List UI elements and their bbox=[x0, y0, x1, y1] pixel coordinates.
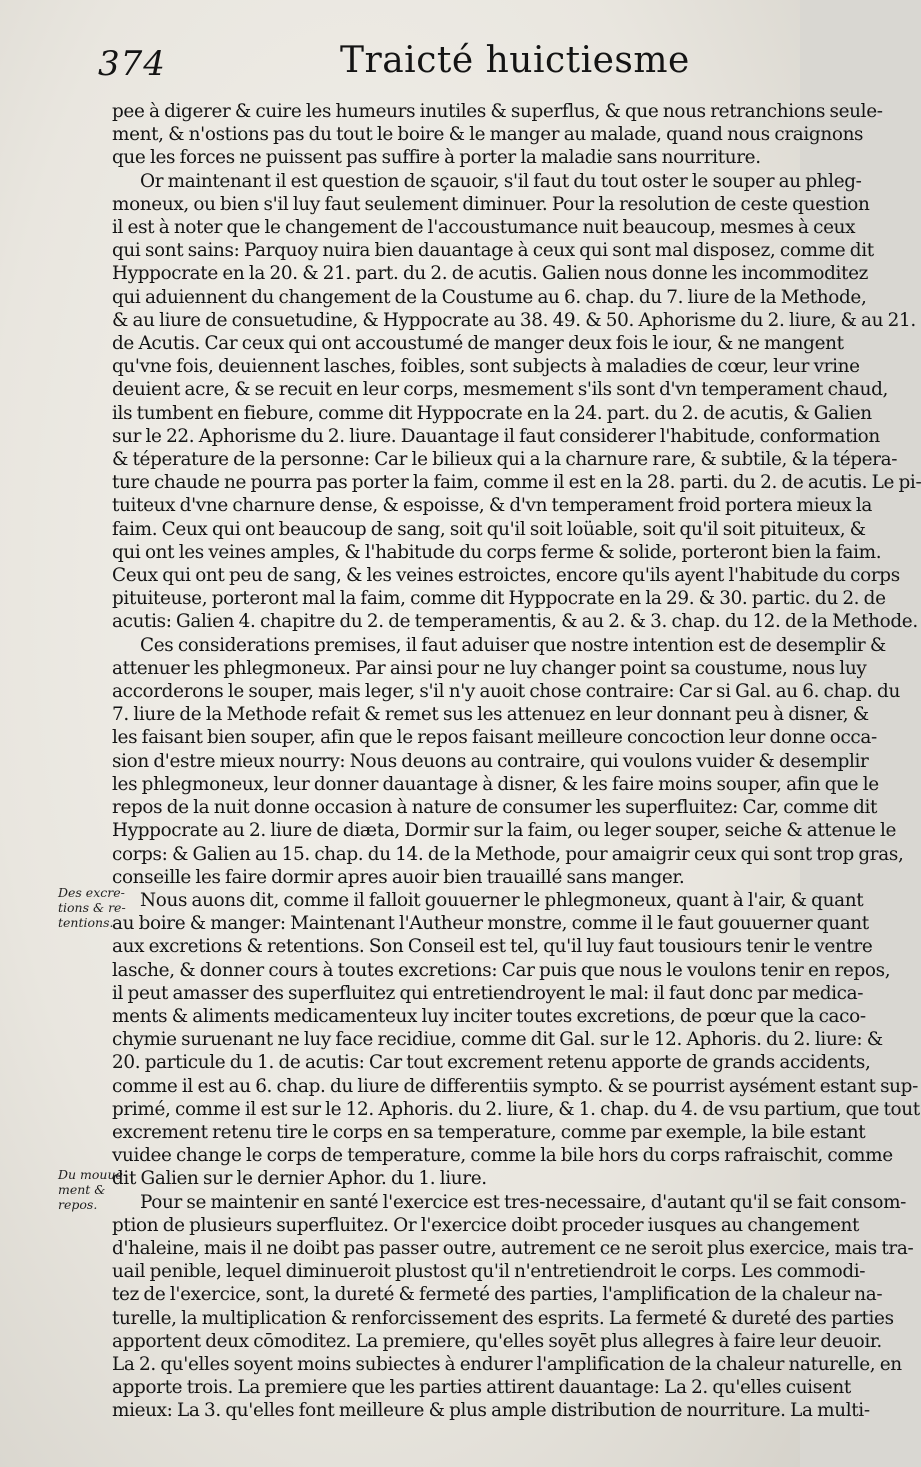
text-line: excrement retenu tire le corps en sa temperature, comme par exemple, la bile estant bbox=[112, 1121, 866, 1143]
text-line: ils tumbent en fiebure, comme dit Hyppocrate en la 24. part. du 2. de acutis, & Galien bbox=[112, 402, 872, 424]
text-line: Hyppocrate en la 20. & 21. part. du 2. de acutis. Galien nous donne les incommoditez bbox=[112, 263, 868, 285]
margin-note-line: tentions. bbox=[58, 915, 114, 930]
text-line: il est à noter que le changement de l'accoustumance nuit beaucoup, mesmes à ceux bbox=[112, 217, 856, 239]
text-line: les phlegmoneux, leur donner dauantage à disner, & les faire moins souper, afin que le bbox=[112, 773, 879, 795]
text-line: La 2. qu'elles soyent moins subiectes à endurer l'amplification de la chaleur naturelle, en bbox=[112, 1353, 902, 1375]
text-line: dit Galien sur le dernier Aphor. du 1. liure. bbox=[112, 1168, 487, 1190]
text-line: ment, & n'ostions pas du tout le boire & le manger au malade, quand nous craignons bbox=[112, 124, 864, 146]
text-line: aux excretions & retentions. Son Conseil est tel, qu'il luy faut tousiours tenir le ventre bbox=[112, 936, 873, 958]
paragraph-start-line: Pour se maintenir en santé l'exercice est tres-necessaire, d'autant qu'il se fait consom- bbox=[140, 1191, 907, 1213]
text-line: Hyppocrate au 2. liure de diæta, Dormir sur la faim, ou leger souper, seiche & attenue le bbox=[112, 820, 897, 842]
text-line: corps: & Galien au 15. chap. du 14. de la Methode, pour amaigrir ceux qui sont trop gras, bbox=[112, 843, 904, 865]
margin-note-line: repos. bbox=[58, 1197, 98, 1212]
text-line: qui ont les veines amples, & l'habitude du corps ferme & solide, porteront bien la faim. bbox=[112, 541, 882, 563]
text-line: Ceux qui ont peu de sang, & les veines estroictes, encore qu'ils ayent l'habitude du corps bbox=[112, 565, 900, 587]
text-line: accorderons le souper, mais leger, s'il n'y auoit chose contraire: Car si Gal. au 6. chap. du bbox=[112, 681, 900, 703]
text-line: tez de l'exercice, sont, la dureté & fermeté des parties, l'amplification de la chaleur na- bbox=[112, 1284, 883, 1306]
text-line: sur le 22. Aphorisme du 2. liure. Dauantage il faut considerer l'habitude, conformation bbox=[112, 425, 880, 447]
text-line: & téperature de la personne: Car le bilieux qui a la charnure rare, & subtile, & la tépera- bbox=[112, 449, 898, 471]
text-line: ments & aliments medicamenteux luy inciter toutes excretions, de pœur que la caco- bbox=[112, 1005, 866, 1027]
text-line: au boire & manger: Maintenant l'Autheur monstre, comme il le faut gouuerner quant bbox=[112, 913, 869, 935]
text-line: mieux: La 3. qu'elles font meilleure & plus ample distribution de nourriture. La multi- bbox=[112, 1400, 870, 1422]
text-line: ture chaude ne pourra pas porter la faim, comme il est en la 28. parti. du 2. de acutis. Le pi- bbox=[112, 472, 921, 494]
paragraph-start-line: Ces considerations premises, il faut aduiser que nostre intention est de desemplir & bbox=[140, 634, 886, 656]
text-line: apporte trois. La premiere que les parties attirent dauantage: La 2. qu'elles cuisent bbox=[112, 1377, 851, 1399]
text-line: vuidee change le corps de temperature, comme la bile hors du corps rafraischit, comme bbox=[112, 1145, 893, 1167]
margin-note-line: Des excre- bbox=[58, 885, 125, 900]
margin-note-line: ment & bbox=[58, 1182, 106, 1197]
paragraph-start-line: Nous auons dit, comme il falloit gouuerner le phlegmoneux, quant à l'air, & quant bbox=[140, 889, 864, 911]
text-line: faim. Ceux qui ont beaucoup de sang, soit qu'il soit loüable, soit qu'il soit pituiteux, & bbox=[112, 518, 866, 540]
text-line: & au liure de consuetudine, & Hyppocrate au 38. 49. & 50. Aphorisme du 2. liure, & au 21. bbox=[112, 309, 916, 331]
text-line: tuiteux d'vne charnure dense, & espoisse, & d'vn temperament froid portera mieux la bbox=[112, 495, 872, 517]
text-line: 7. liure de la Methode refait & remet sus les attenuez en leur donnant peu à disner, & bbox=[112, 704, 869, 726]
text-line: comme il est au 6. chap. du liure de differentiis sympto. & se pourrist aysément estant sup- bbox=[112, 1075, 918, 1097]
text-line: chymie suruenant ne luy face recidiue, comme dit Gal. sur le 12. Aphoris. du 2. liure: & bbox=[112, 1029, 883, 1051]
text-line: conseille les faire dormir apres auoir bien trauaillé sans manger. bbox=[112, 866, 685, 888]
text-line: qui sont sains: Parquoy nuira bien dauantage à ceux qui sont mal disposez, comme dit bbox=[112, 240, 874, 262]
text-line: turelle, la multiplication & renforcissement des esprits. La fermeté & dureté des parties bbox=[112, 1307, 894, 1329]
text-line: qui aduiennent du changement de la Coustume au 6. chap. du 7. liure de la Methode, bbox=[112, 286, 867, 308]
text-line: primé, comme il est sur le 12. Aphoris. du 2. liure, & 1. chap. du 4. de vsu partium, que tout bbox=[112, 1098, 920, 1120]
text-line: deuient acre, & se recuit en leur corps, mesmement s'ils sont d'vn temperament chaud, bbox=[112, 379, 889, 401]
text-line: pee à digerer & cuire les humeurs inutiles & superflus, & que nous retranchions seule- bbox=[112, 101, 883, 122]
text-line: repos de la nuit donne occasion à nature de consumer les superfluitez: Car, comme dit bbox=[112, 797, 878, 819]
text-line: d'haleine, mais il ne doibt pas passer outre, autrement ce ne seroit plus exercice, mais tra- bbox=[112, 1237, 914, 1259]
text-line: apportent deux cōmoditez. La premiere, qu'elles soyēt plus allegres à faire leur deuoir. bbox=[112, 1330, 882, 1352]
text-line: de Acutis. Car ceux qui ont accoustumé de manger deux fois le iour, & ne mangent bbox=[112, 333, 844, 355]
text-line: 20. particule du 1. de acutis: Car tout excrement retenu apporte de grands accidents, bbox=[112, 1052, 871, 1074]
text-line: lasche, & donner cours à toutes excretions: Car puis que nous le voulons tenir en repos, bbox=[112, 959, 891, 981]
paragraph-start-line: Or maintenant il est question de sçauoir, s'il faut du tout oster le souper au phleg- bbox=[140, 170, 862, 192]
text-line: moneux, ou bien s'il luy faut seulement diminuer. Pour la resolution de ceste question bbox=[112, 193, 870, 215]
text-line: qu'vne fois, deuiennent lasches, foibles, sont subjects à maladies de cœur, leur vrine bbox=[112, 356, 860, 378]
margin-note-line: tions & re- bbox=[58, 900, 126, 915]
text-line: uail penible, lequel diminueroit plustost qu'il n'entretiendroit le corps. Les commodi- bbox=[112, 1261, 866, 1283]
text-line: les faisant bien souper, afin que le repos faisant meilleure concoction leur donne occa- bbox=[112, 727, 877, 749]
text-line: que les forces ne puissent pas suffire à porter la maladie sans nourriture. bbox=[112, 147, 761, 169]
page-number: 374 bbox=[98, 44, 166, 84]
text-line: ption de plusieurs superfluitez. Or l'exercice doibt proceder iusques au changement bbox=[112, 1214, 860, 1236]
body-text bbox=[112, 100, 921, 1423]
text-line: pituiteuse, porteront mal la faim, comme dit Hyppocrate en la 29. & 30. partic. du 2. de bbox=[112, 588, 886, 610]
margin-note-line: Du mouue- bbox=[58, 1167, 128, 1182]
text-line: il peut amasser des superfluitez qui entretiendroyent le mal: il faut donc par medica- bbox=[112, 982, 864, 1004]
text-line: sion d'estre mieux nourry: Nous deuons au contraire, qui voulons vuider & desemplir bbox=[112, 750, 869, 772]
text-line: acutis: Galien 4. chapitre du 2. de temperamentis, & au 2. & 3. chap. du 12. de la Methode. bbox=[112, 611, 918, 633]
running-title: Traicté huictiesme bbox=[340, 40, 690, 81]
text-line: attenuer les phlegmoneux. Par ainsi pour ne luy changer point sa coustume, nous luy bbox=[112, 657, 867, 679]
